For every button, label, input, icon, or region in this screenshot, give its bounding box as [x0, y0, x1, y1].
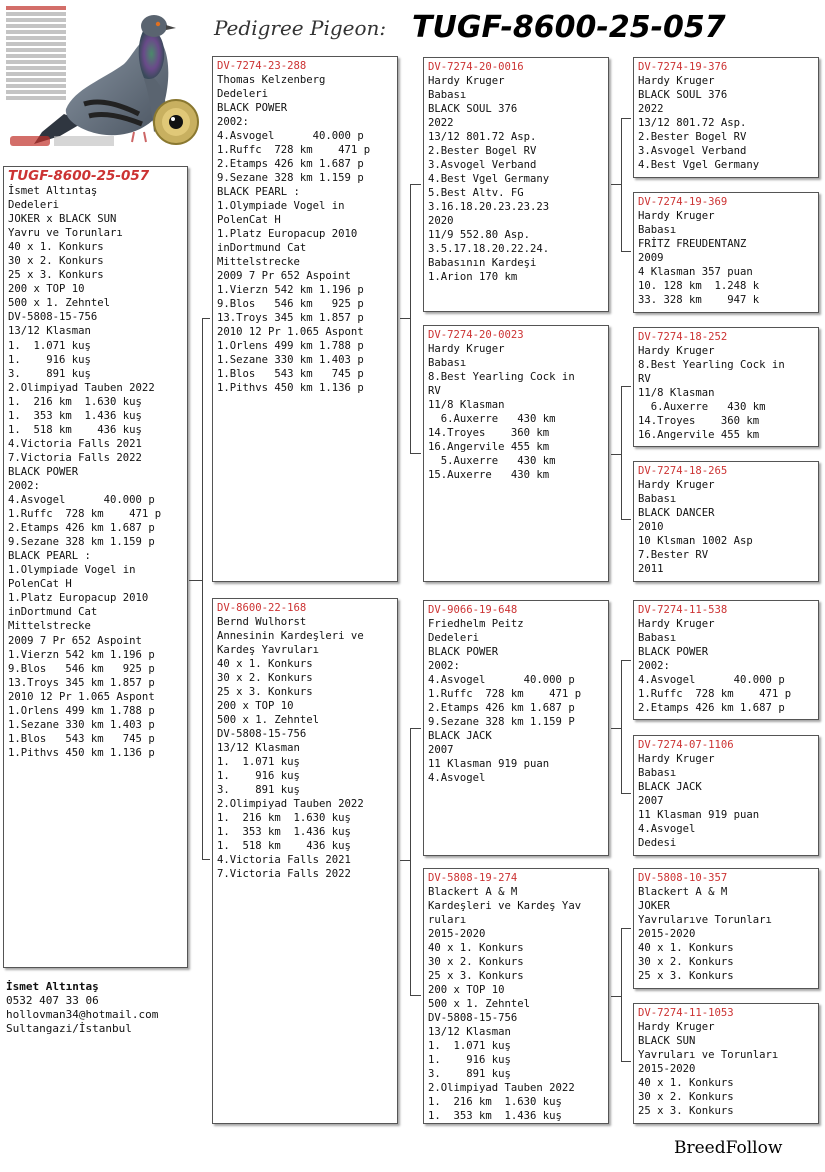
detail-line: Babasının Kardeşi [428, 257, 537, 269]
connector-main [202, 318, 210, 860]
owner-phone: 0532 407 33 06 [6, 994, 99, 1007]
detail-line: İsmet Altıntaş [8, 185, 98, 197]
ds-sire-ring: DV-7274-11-538 [638, 604, 728, 616]
detail-line: Blackert A & M [638, 886, 728, 898]
detail-line: 1.Blos 543 km 745 p [8, 732, 155, 745]
detail-line: 3.Asvogel Verband [638, 145, 747, 157]
detail-line: 14.Troyes 360 km [428, 427, 550, 439]
detail-line: JOKER x BLACK SUN [8, 213, 117, 226]
detail-line: Yavrularıve Torunları [638, 914, 772, 926]
detail-line: 40 x 1. Konkurs [638, 1077, 734, 1089]
ss-sire-ring: DV-7274-19-376 [638, 61, 728, 73]
detail-line: 13/12 801.72 Asp. [638, 117, 747, 129]
detail-line: 10 Klsman 1002 Asp [638, 535, 753, 547]
detail-line: 9.Sezane 328 km 1.159 P [428, 716, 575, 728]
detail-line: 25 x 3. Konkurs [8, 269, 104, 282]
detail-line: 2020 [428, 215, 454, 227]
connector-sire [410, 184, 421, 454]
detail-line: BLACK PEARL : [217, 186, 300, 198]
detail-line: 9.Blos 546 km 925 p [217, 298, 364, 310]
main-pigeon-card [3, 166, 188, 968]
detail-line: 2007 [428, 744, 454, 756]
detail-line: 1. 518 km 436 kuş [217, 840, 351, 852]
detail-line: 2002: [428, 660, 460, 672]
detail-line: 1. 353 km 1.436 kuş [217, 826, 351, 838]
connector-sd [621, 386, 631, 520]
detail-line: 1.Sezane 330 km 1.403 p [8, 718, 155, 731]
owner-city: Sultangazi/İstanbul [6, 1022, 132, 1035]
detail-line: 40 x 1. Konkurs [217, 658, 313, 670]
detail-line: 1. 216 km 1.630 kuş [217, 812, 351, 824]
detail-line: 1.Arion 170 km [428, 271, 518, 283]
detail-line: Friedhelm Peitz [428, 618, 524, 630]
detail-line: 13/12 801.72 Asp. [428, 131, 537, 143]
detail-line: 1.Olympiade Vogel in [8, 564, 136, 577]
detail-line: 1.Ruffc 728 km 471 p [428, 688, 582, 700]
detail-line: BLACK SOUL 376 [638, 89, 728, 101]
detail-line: 3. 891 kuş [8, 367, 91, 380]
main-pigeon-details [8, 184, 183, 760]
detail-line: 2.Olimpiyad Tauben 2022 [217, 798, 364, 810]
dd-dam-card [633, 1003, 819, 1124]
detail-line: 6.Auxerre 430 km [638, 401, 766, 413]
detail-line: Mittelstrecke [8, 620, 91, 633]
detail-line: 11/9 552.80 Asp. [428, 229, 531, 241]
detail-line: Blackert A & M [428, 886, 518, 898]
detail-line: 1.Olympiade Vogel in [217, 200, 345, 212]
detail-line: Dedeleri [217, 88, 269, 100]
detail-line: 4.Asvogel [428, 772, 486, 784]
sire-ring: DV-7274-23-288 [217, 60, 307, 72]
detail-line: BLACK POWER [217, 102, 288, 114]
detail-line: 2002: [638, 660, 670, 672]
connector-dam-stem [400, 860, 410, 861]
owner-email[interactable]: hollovman34@hotmail.com [6, 1008, 159, 1021]
detail-line: Babası [638, 224, 677, 236]
detail-line: 14.Troyes 360 km [638, 415, 760, 427]
detail-line: 3.Asvogel Verband [428, 159, 537, 171]
detail-line: BLACK JACK [638, 781, 702, 793]
sire-dam-ring: DV-7274-20-0023 [428, 329, 524, 341]
detail-line: ruları [428, 914, 467, 926]
detail-line: 13.Troys 345 km 1.857 p [217, 312, 364, 324]
detail-line: BLACK PEARL : [8, 550, 91, 563]
detail-line: Hardy Kruger [638, 345, 715, 357]
detail-line: 1. 916 kuş [8, 353, 91, 366]
detail-line: 2.Bester Bogel RV [428, 145, 537, 157]
detail-line: Hardy Kruger [638, 75, 715, 87]
detail-line: 2010 12 Pr 1.065 Aspont [217, 326, 364, 338]
detail-line: 1.Blos 543 km 745 p [217, 368, 364, 380]
detail-line: 40 x 1. Konkurs [428, 942, 524, 954]
ss-sire-details [638, 74, 814, 172]
detail-line: 1.Pithvs 450 km 1.136 p [217, 382, 364, 394]
detail-line: 11 Klasman 919 puan [638, 809, 760, 821]
detail-line: 33. 328 km 947 k [638, 294, 760, 306]
ds-sire-details [638, 617, 814, 715]
detail-line: 2010 [638, 521, 664, 533]
ss-dam-card [633, 192, 819, 313]
detail-line: 9.Sezane 328 km 1.159 p [217, 172, 364, 184]
detail-line: DV-5808-15-756 [217, 728, 307, 740]
detail-line: 4.Asvogel 40.000 p [428, 674, 575, 686]
pigeon-illustration [4, 4, 200, 156]
detail-line: 500 x 1. Zehntel [217, 714, 320, 726]
page-title: TUGF-8600-25-057 [412, 10, 726, 45]
detail-line: 1.Orlens 499 km 1.788 p [8, 704, 155, 717]
dd-dam-ring: DV-7274-11-1053 [638, 1007, 734, 1019]
detail-line: 2022 [638, 103, 664, 115]
detail-line: 25 x 3. Konkurs [638, 970, 734, 982]
connector-ss [621, 118, 631, 252]
detail-line: inDortmund Cat [8, 606, 98, 619]
detail-line: 2002: [217, 116, 249, 128]
detail-line: 30 x 2. Konkurs [428, 956, 524, 968]
detail-line: 3. 891 kuş [428, 1068, 511, 1080]
dam-sire-details [428, 617, 604, 785]
detail-line: 11/8 Klasman [638, 387, 715, 399]
detail-line: 5.Best Altv. FG [428, 187, 524, 199]
brand-logo [10, 136, 50, 146]
detail-line: 2002: [8, 479, 40, 492]
detail-line: 1. 216 km 1.630 kuş [428, 1096, 562, 1108]
detail-line: Bernd Wulhorst [217, 616, 307, 628]
detail-line: 1. 1.071 kuş [217, 756, 300, 768]
detail-line: PolenCat H [217, 214, 281, 226]
detail-line: 1. 518 km 436 kuş [8, 423, 142, 436]
detail-line: Hardy Kruger [638, 753, 715, 765]
main-pigeon-ring: TUGF-8600-25-057 [8, 168, 150, 184]
detail-line: 13.Troys 345 km 1.857 p [8, 676, 155, 689]
detail-line: 4.Best Vgel Germany [638, 159, 760, 171]
sire-dam-card [423, 325, 609, 582]
detail-line: 1. 216 km 1.630 kuş [8, 395, 142, 408]
detail-line: 1.Pithvs 450 km 1.136 p [8, 746, 155, 759]
detail-line: Babası [428, 89, 467, 101]
sire-sire-details [428, 74, 604, 284]
detail-line: 11 Klasman 919 puan [428, 758, 550, 770]
detail-line: 2015-2020 [428, 928, 486, 940]
pigeon-photo [4, 4, 200, 156]
dam-ring: DV-8600-22-168 [217, 602, 307, 614]
detail-line: 8.Best Yearling Cock in [638, 359, 785, 371]
detail-line: 2022 [428, 117, 454, 129]
detail-line: 4.Asvogel 40.000 p [638, 674, 785, 686]
detail-line: 1.Ruffc 728 km 471 p [8, 508, 162, 521]
detail-line: Yavru ve Torunları [8, 227, 123, 240]
detail-line: 200 x TOP 10 [8, 283, 85, 296]
sd-dam-details [638, 478, 814, 576]
detail-line: 4 Klasman 357 puan [638, 266, 753, 278]
detail-line: Kardeşleri ve Kardeş Yav [428, 900, 582, 912]
detail-line: 2009 [638, 252, 664, 264]
detail-line: Yavruları ve Torunları [638, 1049, 779, 1061]
connector-ds-stem [611, 728, 621, 729]
detail-line: 1. 1.071 kuş [8, 339, 91, 352]
sd-dam-card [633, 461, 819, 582]
ds-dam-details [638, 752, 814, 850]
detail-line: Hardy Kruger [428, 75, 505, 87]
connector-sire-stem [400, 318, 410, 319]
detail-line: 1.Vierzn 542 km 1.196 p [8, 648, 155, 661]
detail-line: 1. 353 km 1.436 kuş [8, 409, 142, 422]
detail-line: 4.Victoria Falls 2021 [217, 854, 351, 866]
detail-line: 13/12 Klasman [8, 325, 91, 338]
detail-line: 3. 891 kuş [217, 784, 300, 796]
detail-line: 7.Bester RV [638, 549, 709, 561]
connector-ss-stem [611, 184, 621, 185]
detail-line: 2.Olimpiyad Tauben 2022 [428, 1082, 575, 1094]
detail-line: 200 x TOP 10 [428, 984, 505, 996]
detail-line: 7.Victoria Falls 2022 [217, 868, 351, 880]
detail-line: 1. 916 kuş [428, 1054, 511, 1066]
detail-line: 1. 353 km 1.436 kuş [428, 1110, 562, 1122]
detail-line: 15.Auxerre 430 km [428, 469, 550, 481]
detail-line: 2015-2020 [638, 1063, 696, 1075]
detail-line: 10. 128 km 1.248 k [638, 280, 760, 292]
detail-line: 2.Etamps 426 km 1.687 p [638, 702, 785, 714]
ds-sire-card [633, 600, 819, 720]
detail-line: 5.Auxerre 430 km [428, 455, 556, 467]
sire-dam-details [428, 342, 604, 482]
dam-dam-details [428, 885, 604, 1123]
breedfollow-brand: BreedFollow [674, 1138, 783, 1158]
detail-line: 4.Asvogel 40.000 p [217, 130, 364, 142]
detail-line: 30 x 2. Konkurs [8, 255, 104, 268]
detail-line: 40 x 1. Konkurs [638, 942, 734, 954]
ds-dam-card [633, 735, 819, 856]
sire-sire-ring: DV-7274-20-0016 [428, 61, 524, 73]
photo-footnote-text [54, 136, 114, 146]
detail-line: 500 x 1. Zehntel [8, 297, 111, 310]
sd-sire-ring: DV-7274-18-252 [638, 331, 728, 343]
connector-main-stem [189, 580, 203, 581]
detail-line: 4.Asvogel 40.000 p [8, 494, 155, 507]
detail-line: Thomas Kelzenberg [217, 74, 326, 86]
detail-line: 13/12 Klasman [217, 742, 300, 754]
detail-line: Dedeleri [428, 632, 480, 644]
detail-line: 1.Sezane 330 km 1.403 p [217, 354, 364, 366]
detail-line: 40 x 1. Konkurs [8, 241, 104, 254]
detail-line: RV [638, 373, 651, 385]
sire-details [217, 73, 393, 395]
detail-line: 2009 7 Pr 652 Aspoint [8, 634, 142, 647]
detail-line: 2.Etamps 426 km 1.687 p [217, 158, 364, 170]
detail-line: Babası [428, 357, 467, 369]
detail-line: 30 x 2. Konkurs [217, 672, 313, 684]
ds-dam-ring: DV-7274-07-1106 [638, 739, 734, 751]
detail-line: 2.Etamps 426 km 1.687 p [428, 702, 575, 714]
detail-line: Babası [638, 632, 677, 644]
connector-dd [621, 928, 631, 1062]
detail-line: JOKER [638, 900, 670, 912]
detail-line: 2.Olimpiyad Tauben 2022 [8, 381, 155, 394]
detail-line: 9.Blos 546 km 925 p [8, 662, 155, 675]
detail-line: 9.Sezane 328 km 1.159 p [8, 536, 155, 549]
detail-line: 1.Platz Europacup 2010 [8, 592, 149, 605]
detail-line: 1.Platz Europacup 2010 [217, 228, 358, 240]
detail-line: Hardy Kruger [638, 479, 715, 491]
detail-line: 25 x 3. Konkurs [217, 686, 313, 698]
detail-line: Kardeş Yavruları [217, 644, 320, 656]
detail-line: 30 x 2. Konkurs [638, 956, 734, 968]
detail-line: 4.Asvogel [638, 823, 696, 835]
detail-line: Hardy Kruger [428, 343, 505, 355]
detail-line: 1. 916 kuş [217, 770, 300, 782]
owner-contact [6, 980, 158, 1036]
detail-line: BLACK POWER [8, 465, 79, 478]
connector-dam [410, 728, 421, 996]
detail-line: FRİTZ FREUDENTANZ [638, 238, 747, 250]
detail-line: Hardy Kruger [638, 1021, 715, 1033]
detail-line: Hardy Kruger [638, 210, 715, 222]
detail-line: Annesinin Kardeşleri ve [217, 630, 364, 642]
ss-dam-details [638, 209, 814, 307]
detail-line: 2009 7 Pr 652 Aspoint [217, 270, 351, 282]
detail-line: Babası [638, 767, 677, 779]
sd-sire-card [633, 327, 819, 447]
detail-line: 4.Victoria Falls 2021 [8, 437, 142, 450]
connector-ds [621, 660, 631, 794]
detail-line: PolenCat H [8, 578, 72, 591]
detail-line: 3.16.18.20.23.23.23 [428, 201, 550, 213]
detail-line: inDortmund Cat [217, 242, 307, 254]
detail-line: 16.Angervile 455 km [638, 429, 760, 441]
detail-line: 2011 [638, 563, 664, 575]
dd-sire-details [638, 885, 814, 983]
detail-line: BLACK JACK [428, 730, 492, 742]
detail-line: 2.Bester Bogel RV [638, 131, 747, 143]
page-label: Pedigree Pigeon: [214, 16, 387, 40]
ss-dam-ring: DV-7274-19-369 [638, 196, 728, 208]
detail-line: BLACK SOUL 376 [428, 103, 518, 115]
detail-line: Hardy Kruger [638, 618, 715, 630]
detail-line: 500 x 1. Zehntel [428, 998, 531, 1010]
dam-card [212, 598, 398, 1124]
detail-line: DV-5808-15-756 [428, 1012, 518, 1024]
detail-line: 1. 1.071 kuş [428, 1040, 511, 1052]
detail-line: 7.Victoria Falls 2022 [8, 451, 142, 464]
detail-line: 4.Best Vgel Germany [428, 173, 550, 185]
dd-sire-ring: DV-5808-10-357 [638, 872, 728, 884]
detail-line: 6.Auxerre 430 km [428, 413, 556, 425]
detail-line: Mittelstrecke [217, 256, 300, 268]
sd-dam-ring: DV-7274-18-265 [638, 465, 728, 477]
dam-details [217, 615, 393, 881]
detail-line: 25 x 3. Konkurs [638, 1105, 734, 1117]
dd-sire-card [633, 868, 819, 989]
ss-sire-card [633, 57, 819, 178]
detail-line: 8.Best Yearling Cock in [428, 371, 575, 383]
detail-line: 1.Ruffc 728 km 471 p [638, 688, 792, 700]
dd-dam-details [638, 1020, 814, 1118]
detail-line: Babası [638, 493, 677, 505]
dam-dam-card [423, 868, 609, 1124]
sire-card [212, 56, 398, 582]
detail-line: 1.Orlens 499 km 1.788 p [217, 340, 364, 352]
detail-line: BLACK SUN [638, 1035, 696, 1047]
detail-line: 1.Vierzn 542 km 1.196 p [217, 284, 364, 296]
connector-dd-stem [611, 996, 621, 997]
connector-sd-stem [611, 454, 621, 455]
detail-line: 11/8 Klasman [428, 399, 505, 411]
detail-line: 2015-2020 [638, 928, 696, 940]
detail-line: BLACK DANCER [638, 507, 715, 519]
detail-line: 2007 [638, 795, 664, 807]
detail-line: 200 x TOP 10 [217, 700, 294, 712]
detail-line: BLACK POWER [428, 646, 499, 658]
detail-line: 1.Ruffc 728 km 471 p [217, 144, 371, 156]
sire-sire-card [423, 57, 609, 312]
sd-sire-details [638, 344, 814, 442]
detail-line: 30 x 2. Konkurs [638, 1091, 734, 1103]
detail-line: 16.Angervile 455 km [428, 441, 550, 453]
detail-line: RV [428, 385, 441, 397]
detail-line: 25 x 3. Konkurs [428, 970, 524, 982]
detail-line: 3.5.17.18.20.22.24. [428, 243, 550, 255]
owner-name: İsmet Altıntaş [6, 980, 99, 993]
detail-line: BLACK POWER [638, 646, 709, 658]
detail-line: Dedesi [638, 837, 677, 849]
dam-sire-ring: DV-9066-19-648 [428, 604, 518, 616]
dam-dam-ring: DV-5808-19-274 [428, 872, 518, 884]
detail-line: 2.Etamps 426 km 1.687 p [8, 522, 155, 535]
detail-line: 13/12 Klasman [428, 1026, 511, 1038]
detail-line: Dedeleri [8, 199, 60, 212]
detail-line: DV-5808-15-756 [8, 311, 98, 324]
dam-sire-card [423, 600, 609, 856]
detail-line: 2010 12 Pr 1.065 Aspont [8, 690, 155, 703]
